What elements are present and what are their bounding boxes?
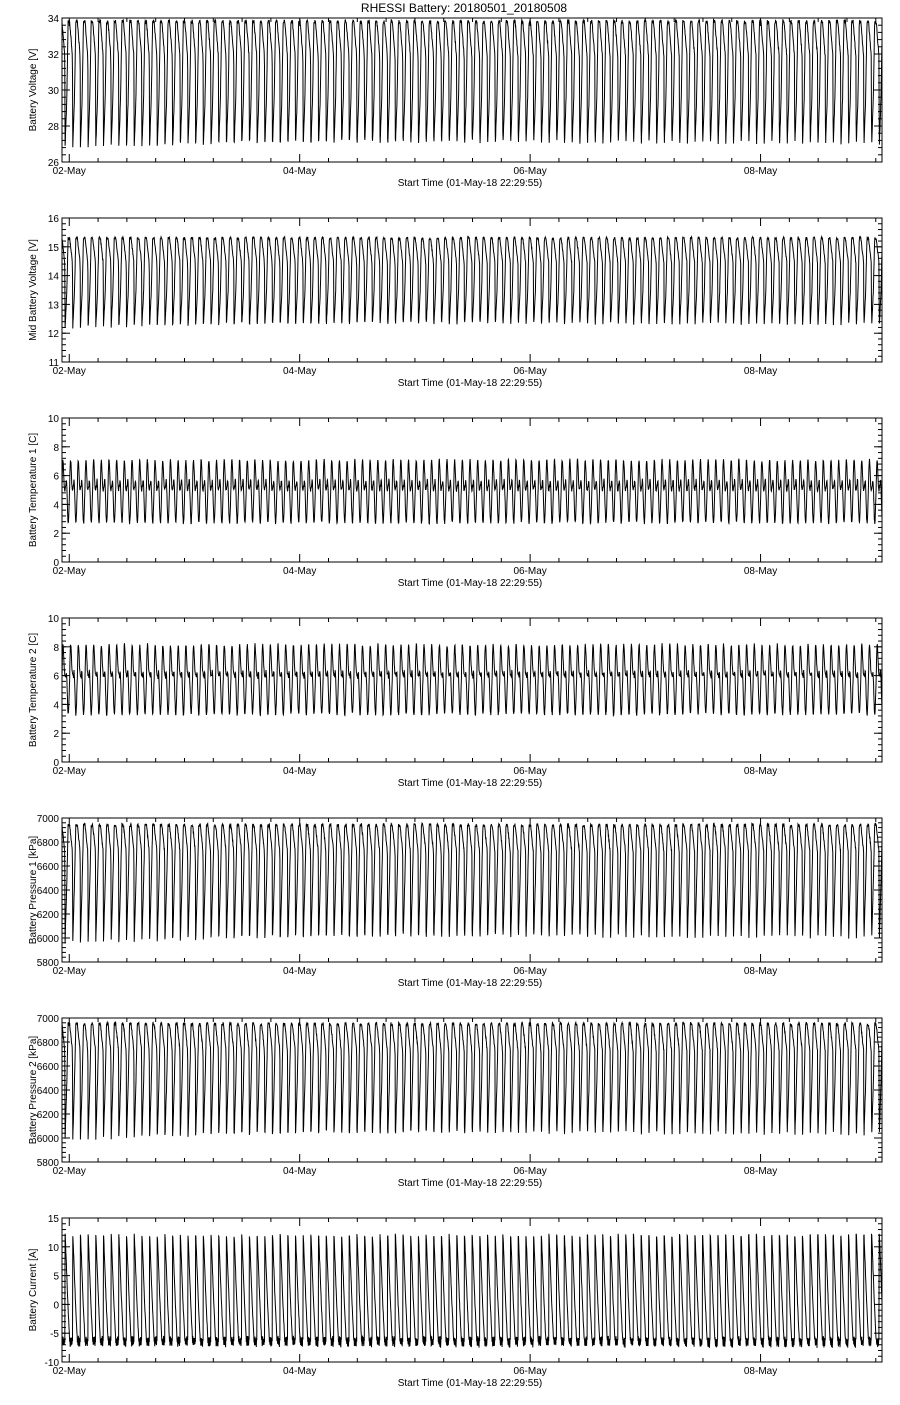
y-axis-label: Mid Battery Voltage [V] bbox=[28, 239, 39, 341]
y-axis-label: Battery Pressure 2 [kPa] bbox=[28, 1035, 39, 1145]
y-axis-label: Battery Current [A] bbox=[28, 1248, 39, 1332]
y-tick-label: 16 bbox=[47, 214, 59, 225]
y-tick-label: -5 bbox=[50, 1329, 59, 1341]
y-tick-label: 5 bbox=[53, 1271, 59, 1283]
series-line bbox=[62, 237, 882, 329]
chart-panel bbox=[28, 1014, 882, 1189]
x-axis-label: Start Time (01-May-18 22:29:55) bbox=[397, 778, 543, 789]
y-tick-label: 6600 bbox=[36, 862, 59, 873]
y-axis-label: Battery Pressure 1 [kPa] bbox=[28, 835, 39, 945]
y-tick-label: 2 bbox=[53, 529, 59, 541]
x-tick-label: 04-May bbox=[283, 166, 317, 177]
x-tick-label: 06-May bbox=[513, 966, 547, 977]
y-tick-label: 4 bbox=[53, 500, 59, 512]
x-tick-label: 06-May bbox=[513, 566, 547, 577]
x-tick-label: 02-May bbox=[52, 1166, 86, 1177]
x-tick-label: 04-May bbox=[283, 1166, 317, 1177]
chart-panel bbox=[28, 14, 882, 189]
x-tick-label: 06-May bbox=[513, 166, 547, 177]
chart-panel bbox=[28, 614, 882, 789]
y-axis-label: Battery Temperature 1 [C] bbox=[28, 432, 39, 548]
y-tick-label: 13 bbox=[47, 300, 59, 312]
y-tick-label: 5800 bbox=[36, 958, 59, 969]
y-tick-label: 6200 bbox=[36, 910, 59, 921]
x-tick-label: 02-May bbox=[52, 766, 86, 777]
x-axis-label: Start Time (01-May-18 22:29:55) bbox=[397, 378, 543, 389]
y-tick-label: 10 bbox=[47, 614, 59, 625]
chart-panel bbox=[28, 414, 882, 589]
x-tick-label: 04-May bbox=[283, 566, 317, 577]
x-tick-label: 08-May bbox=[743, 166, 778, 177]
y-tick-label: 10 bbox=[47, 414, 59, 425]
x-tick-label: 02-May bbox=[52, 366, 86, 377]
y-tick-label: 7000 bbox=[36, 814, 59, 825]
x-tick-label: 04-May bbox=[283, 766, 317, 777]
y-tick-label: 26 bbox=[47, 158, 59, 169]
x-tick-label: 06-May bbox=[513, 1166, 547, 1177]
x-tick-label: 08-May bbox=[743, 1166, 778, 1177]
x-axis-label: Start Time (01-May-18 22:29:55) bbox=[397, 1378, 543, 1389]
series-line bbox=[62, 1022, 882, 1140]
x-tick-label: 04-May bbox=[283, 966, 317, 977]
y-tick-label: 28 bbox=[47, 122, 59, 133]
y-tick-label: 32 bbox=[47, 50, 59, 61]
y-axis-label: Battery Voltage [V] bbox=[28, 48, 39, 132]
y-tick-label: 6200 bbox=[36, 1110, 59, 1121]
y-tick-label: 34 bbox=[47, 14, 59, 25]
y-tick-label: 8 bbox=[53, 642, 59, 654]
series-line bbox=[62, 459, 882, 525]
plot-frame bbox=[62, 618, 882, 762]
x-tick-label: 08-May bbox=[743, 966, 778, 977]
figure-title: RHESSI Battery: 20180501_20180508 bbox=[360, 1, 568, 15]
x-axis-label: Start Time (01-May-18 22:29:55) bbox=[397, 178, 543, 189]
series-line bbox=[62, 643, 882, 716]
y-tick-label: 5800 bbox=[36, 1158, 59, 1169]
y-tick-label: -10 bbox=[44, 1358, 59, 1369]
x-tick-label: 02-May bbox=[52, 1366, 86, 1377]
y-tick-label: 30 bbox=[47, 86, 59, 97]
chart-panel bbox=[28, 214, 882, 389]
x-tick-label: 08-May bbox=[743, 366, 778, 377]
x-tick-label: 04-May bbox=[283, 366, 317, 377]
y-tick-label: 12 bbox=[47, 329, 59, 341]
y-tick-label: 6000 bbox=[36, 1134, 59, 1145]
series-line bbox=[62, 823, 882, 943]
y-tick-label: 8 bbox=[53, 442, 59, 454]
x-tick-label: 02-May bbox=[52, 566, 86, 577]
x-axis-label: Start Time (01-May-18 22:29:55) bbox=[397, 578, 543, 589]
chart-panel bbox=[28, 1214, 882, 1389]
x-axis-label: Start Time (01-May-18 22:29:55) bbox=[397, 1178, 543, 1189]
y-tick-label: 6400 bbox=[36, 886, 59, 897]
x-tick-label: 08-May bbox=[743, 566, 778, 577]
x-tick-label: 06-May bbox=[513, 1366, 547, 1377]
y-tick-label: 7000 bbox=[36, 1014, 59, 1025]
y-tick-label: 6000 bbox=[36, 934, 59, 945]
y-tick-label: 6 bbox=[53, 471, 59, 483]
x-tick-label: 08-May bbox=[743, 1366, 778, 1377]
series-line bbox=[62, 20, 882, 148]
y-tick-label: 0 bbox=[53, 1300, 59, 1312]
y-tick-label: 0 bbox=[53, 558, 59, 569]
x-tick-label: 06-May bbox=[513, 766, 547, 777]
y-axis-label: Battery Temperature 2 [C] bbox=[28, 632, 39, 748]
y-tick-label: 15 bbox=[47, 242, 59, 254]
y-tick-label: 4 bbox=[53, 700, 59, 712]
y-tick-label: 6600 bbox=[36, 1062, 59, 1073]
chart-panel bbox=[28, 814, 882, 989]
x-axis-label: Start Time (01-May-18 22:29:55) bbox=[397, 978, 543, 989]
x-tick-label: 02-May bbox=[52, 966, 86, 977]
series-line bbox=[62, 1234, 882, 1348]
y-tick-label: 6800 bbox=[36, 1038, 59, 1049]
y-tick-label: 14 bbox=[47, 271, 59, 283]
x-tick-label: 02-May bbox=[52, 166, 86, 177]
x-tick-label: 04-May bbox=[283, 1366, 317, 1377]
x-tick-label: 06-May bbox=[513, 366, 547, 377]
y-tick-label: 15 bbox=[47, 1214, 59, 1225]
y-tick-label: 6400 bbox=[36, 1086, 59, 1097]
y-tick-label: 10 bbox=[47, 1242, 59, 1254]
y-tick-label: 0 bbox=[53, 758, 59, 769]
y-tick-label: 11 bbox=[48, 358, 59, 369]
x-tick-label: 08-May bbox=[743, 766, 778, 777]
y-tick-label: 2 bbox=[53, 729, 59, 741]
y-tick-label: 6800 bbox=[36, 838, 59, 849]
y-tick-label: 6 bbox=[53, 671, 59, 683]
